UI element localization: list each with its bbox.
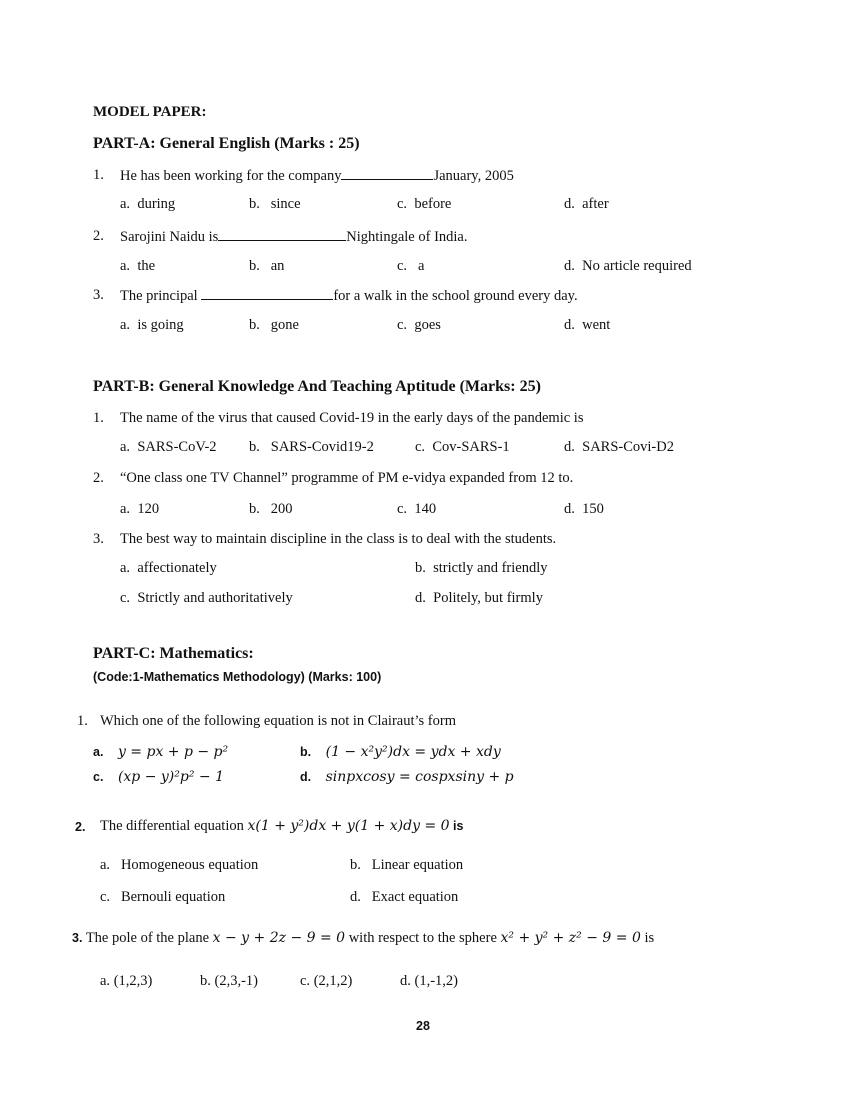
part-b-heading: PART-B: General Knowledge And Teaching Aptitude (Marks: 25) <box>93 378 541 395</box>
part-a-q2-option-d: d. No article required <box>564 258 692 274</box>
part-c-q3-option-a: a. (1,2,3) <box>100 973 153 989</box>
part-a-q3-option-a: a. is going <box>120 317 184 333</box>
part-b-q1-number: 1. <box>93 410 104 426</box>
part-c-q1-text: Which one of the following equation is not in Clairaut’s form <box>100 713 456 729</box>
part-a-heading: PART-A: General English (Marks : 25) <box>93 135 360 152</box>
part-a-q3-option-d: d. went <box>564 317 611 333</box>
part-b-q1-option-b: b. SARS-Covid19-2 <box>249 439 374 455</box>
part-c-q2-option-c: c. Bernouli equation <box>100 889 226 905</box>
part-b-q3-text: The best way to maintain discipline in the class is to deal with the students. <box>120 531 557 547</box>
part-a-q1-number: 1. <box>93 167 104 183</box>
part-c-q1-option-b: b. (1 − x²y²)dx = ydx + xdy <box>300 744 501 760</box>
part-c-q2-option-d: d. Exact equation <box>350 889 459 905</box>
part-b-q2-option-a: a. 120 <box>120 501 160 517</box>
part-b-q2-option-b: b. 200 <box>249 501 293 517</box>
part-a-q1-option-d: d. after <box>564 196 609 212</box>
part-a-q3-option-c: c. goes <box>397 317 441 333</box>
part-b-q3-option-b: b. strictly and friendly <box>415 560 548 576</box>
part-b-q2-option-d: d. 150 <box>564 501 604 517</box>
part-c-q2-option-b: b. Linear equation <box>350 857 464 873</box>
part-c-q3-option-d: d. (1,-1,2) <box>400 973 458 989</box>
document-title: MODEL PAPER: <box>93 104 207 120</box>
part-a-q1-option-c: c. before <box>397 196 452 212</box>
part-c-q3-option-b: b. (2,3,-1) <box>200 973 258 989</box>
part-b-q3-option-c: c. Strictly and authoritatively <box>120 590 293 606</box>
part-a-q2-option-a: a. the <box>120 258 156 274</box>
part-c-q1-option-c: c. (xp − y)²p² − 1 <box>93 769 224 785</box>
part-c-q2-option-a: a. Homogeneous equation <box>100 857 259 873</box>
part-a-q3-number: 3. <box>93 287 104 303</box>
part-c-heading: PART-C: Mathematics: <box>93 645 254 662</box>
part-b-q1-text: The name of the virus that caused Covid-19 in the early days of the pandemic is <box>120 410 584 426</box>
part-a-q1-option-a: a. during <box>120 196 176 212</box>
part-c-q1-option-a: a. y = px + p − p² <box>93 744 229 760</box>
part-c-q2-text: The differential equation x(1 + y²)dx + y(1 + x)dy = 0 is <box>100 818 464 834</box>
part-c-q1-number: 1. <box>77 713 88 729</box>
part-b-q1-option-d: d. SARS-Covi-D2 <box>564 439 674 455</box>
part-b-q2-option-c: c. 140 <box>397 501 437 517</box>
part-c-q3-text: 3. The pole of the plane x − y + 2z − 9 = 0 with respect to the sphere x² + y² + z² − 9 = 0 is <box>72 930 655 946</box>
part-a-q2-option-c: c. a <box>397 258 425 274</box>
part-a-q3-text: The principal for a walk in the school ground every day. <box>120 288 578 304</box>
part-b-q1-option-c: c. Cov-SARS-1 <box>415 439 510 455</box>
page-number: 28 <box>416 1019 430 1033</box>
part-a-q2-option-b: b. an <box>249 258 285 274</box>
part-b-q3-number: 3. <box>93 531 104 547</box>
part-a-q2-number: 2. <box>93 228 104 244</box>
part-a-q1-option-b: b. since <box>249 196 301 212</box>
part-c-subheading: (Code:1-Mathematics Methodology) (Marks: 100) <box>93 670 382 684</box>
part-b-q1-option-a: a. SARS-CoV-2 <box>120 439 217 455</box>
part-c-q3-option-c: c. (2,1,2) <box>300 973 353 989</box>
part-a-q3-option-b: b. gone <box>249 317 299 333</box>
part-b-q3-option-a: a. affectionately <box>120 560 217 576</box>
part-a-q1-text: He has been working for the company January, 2005 <box>120 168 514 184</box>
part-b-q2-text: “One class one TV Channel” programme of PM e-vidya expanded from 12 to. <box>120 470 574 486</box>
part-c-q1-option-d: d. sinpxcosy = cospxsiny + p <box>300 769 514 785</box>
part-b-q3-option-d: d. Politely, but firmly <box>415 590 543 606</box>
part-c-q2-number: 2. <box>75 820 86 834</box>
part-a-q2-text: Sarojini Naidu is Nightingale of India. <box>120 229 468 245</box>
part-b-q2-number: 2. <box>93 470 104 486</box>
